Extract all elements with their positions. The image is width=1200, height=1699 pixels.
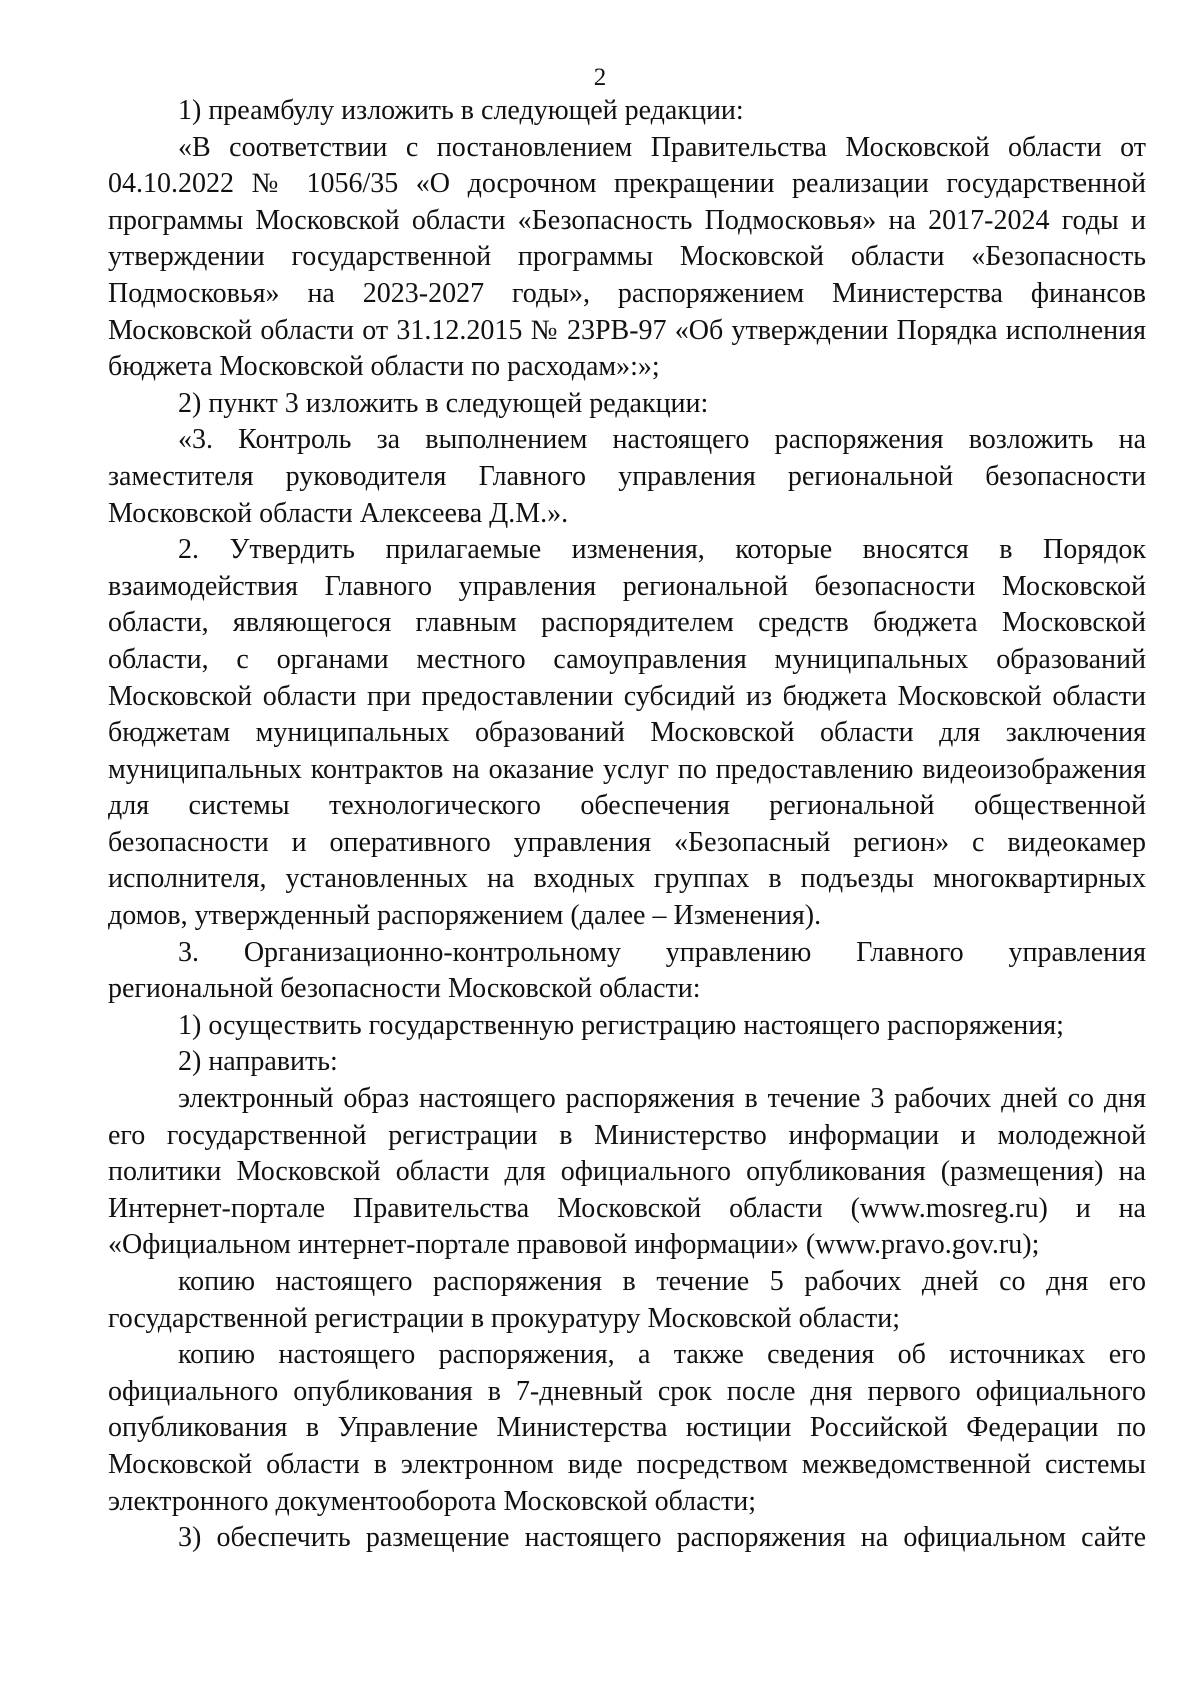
document-body (108, 93, 1146, 1557)
paragraph-item-2-point-3: 2) пункт 3 изложить в следующей редакции: (178, 387, 709, 419)
paragraph-item-1-preamble: 1) преамбулу изложить в следующей редакции: (178, 95, 744, 126)
paragraph-copy-prosecutor: копию настоящего распоряжения в течение 5 рабочих дней со дня его государственной регистрации в прокуратуру Московской области; (108, 1266, 1146, 1334)
paragraph-preamble-text: «В соответствии с постановлением Правительства Московской области от 04.10.2022 № 1056/35 «О досрочном прекращении реализации государственной программы Московской области «Безопасность Подмосковья» на 2017-2024 годы и утверждении государственной программы Московской области «Безопасность Подмосковья» на 2023-2027 годы», распоряжением Министерства финансов Московской области от 31.12.2015 № 23РВ-97 «Об утверждении Порядка исполнения бюджета Московской области по расходам»:»; (108, 131, 1146, 383)
paragraph-copy-justice-ministry: копию настоящего распоряжения, а также сведения об источниках его официального опубликования в 7-дневный срок после дня первого официального опубликования в Управление Министерства юстиции Российской Федерации по Московской области в электронном виде посредством межведомственной системы электронного документооборота Московской области; (108, 1339, 1146, 1517)
paragraph-point-3-text: «3. Контроль за выполнением настоящего распоряжения возложить на заместителя руководителя Главного управления региональной безопасности Московской области Алексеева Д.М.». (108, 424, 1146, 529)
paragraph-item-3-publish-site: 3) обеспечить размещение настоящего распоряжения на официальном сайте (178, 1522, 1146, 1554)
paragraph-electronic-copy: электронный образ настоящего распоряжения в течение 3 рабочих дней со дня его государственной регистрации в Министерство информации и молодежной политики Московской области для официального опубликования (размещения) на Интернет-портале Правительства Московской области (www.mosreg.ru) и на «Официальном интернет-портале правовой информации» (www.pravo.gov.ru); (108, 1083, 1146, 1261)
paragraph-section-2-approve-changes: 2. Утвердить прилагаемые изменения, которые вносятся в Порядок взаимодействия Главного управления региональной безопасности Московской области, являющегося главным распорядителем средств бюджета Московской области, с органами местного самоуправления муниципальных образований Московской области при предоставлении субсидий из бюджета Московской области бюджетам муниципальных образований Московской области для заключения муниципальных контрактов на оказание услуг по предоставлению видеоизображения для системы технологического обеспечения региональной общественной безопасности и оперативного управления «Безопасный регион» с видеокамер исполнителя, установленных на входных группах в подъезды многоквартирных домов, утвержденный распоряжением (далее – Изменения). (108, 534, 1146, 932)
page-number: 2 (593, 64, 607, 91)
paragraph-item-2-send: 2) направить: (178, 1046, 338, 1078)
paragraph-item-1-registration: 1) осуществить государственную регистрацию настоящего распоряжения; (178, 1009, 1064, 1041)
paragraph-section-3-control-department: 3. Организационно-контрольному управлению Главного управления региональной безопасности Московской области: (108, 936, 1146, 1005)
